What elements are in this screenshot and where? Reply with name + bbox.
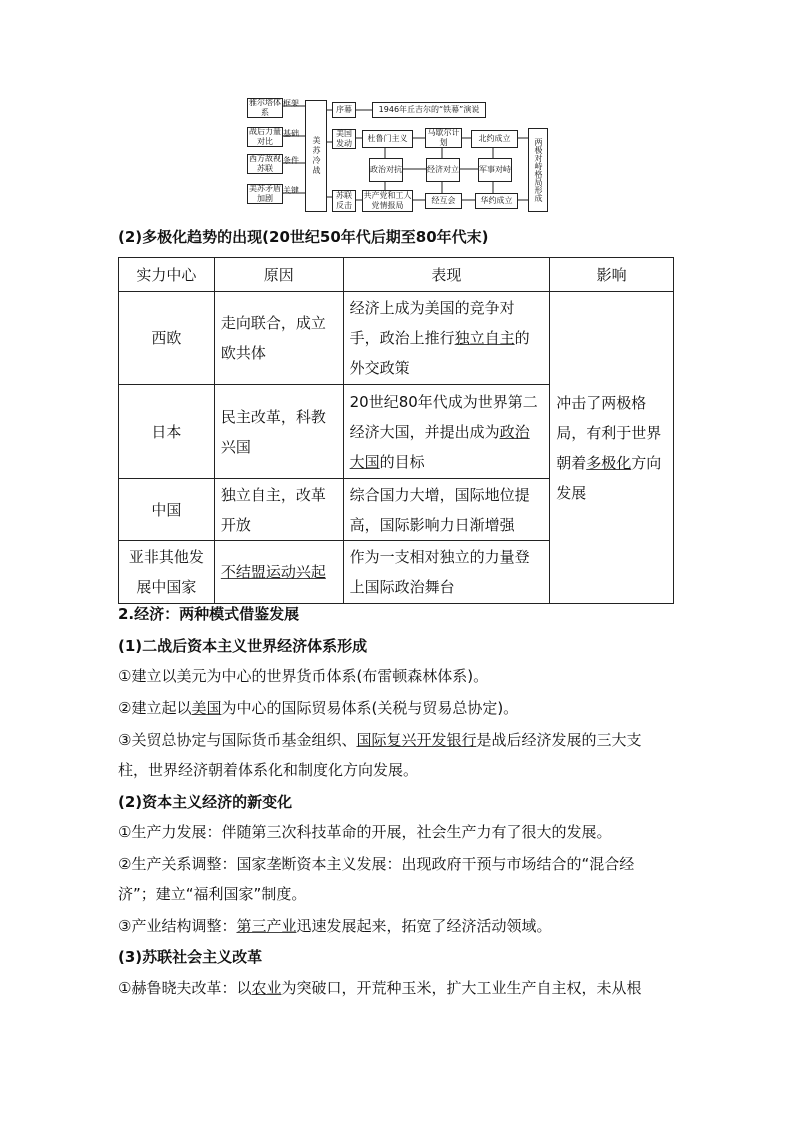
table-header: 表现 — [343, 258, 550, 292]
econ-sub1 — [118, 632, 367, 660]
perf-underline: 政治大国 — [349, 422, 530, 471]
table-cell-center: 中国 — [119, 479, 215, 541]
line-text: ②建立起以 — [118, 699, 192, 717]
political-box: 政治对抗 — [369, 158, 403, 182]
table-header: 影响 — [550, 258, 674, 292]
table-cell-influence — [550, 292, 674, 604]
left-box-1-text: 雅尔塔体系 — [249, 98, 281, 117]
line-text: ①赫鲁晓夫改革：以 — [118, 979, 252, 997]
left-label-4: 关键 — [283, 186, 299, 195]
econ-line-1: ①建立以美元为中心的世界货币体系(布雷顿森林体系)。 — [118, 667, 489, 685]
econ-title — [118, 600, 299, 628]
table-cell-center: 西欧 — [119, 292, 215, 385]
left-label-1: 框架 — [283, 99, 299, 108]
econ-line-3 — [118, 726, 641, 754]
marshall-box: 马歇尔计划 — [425, 128, 462, 148]
perf-text: 20世纪80年代成为世界第二经济大国，并提出成为 — [349, 392, 538, 441]
line-text: 是战后经济发展的三大支 — [476, 731, 642, 749]
cold-war-diagram — [0, 0, 794, 220]
left-box-1 — [247, 98, 283, 118]
line-text: 为中心的国际贸易体系(关税与贸易总协定)。 — [221, 699, 519, 717]
left-label-2: 基础 — [283, 129, 299, 138]
us-action-box: 美国发动 — [332, 129, 356, 149]
line-underline: 农业 — [251, 979, 282, 997]
truman-box: 杜鲁门主义 — [362, 130, 413, 148]
cominform-box: 共产党和工人党情报局 — [363, 191, 412, 210]
line-text: ③关贸总协定与国际货币基金组织、 — [118, 731, 357, 749]
prelude-box: 序幕 — [332, 102, 356, 118]
line-underline: 国际复兴开发银行 — [356, 731, 477, 749]
line-text: 迅速发展起来，拓宽了经济活动领域。 — [296, 917, 552, 935]
table-cell-performance — [343, 292, 550, 385]
left-box-2-text: 战后力量对比 — [249, 127, 281, 146]
line-text: ③产业结构调整： — [118, 917, 237, 935]
military-box: 军事对峙 — [478, 158, 512, 182]
soviet-box: 苏联反击 — [332, 190, 356, 212]
econ-sub2 — [118, 788, 292, 816]
nato-box: 北约成立 — [471, 130, 518, 148]
econ-sub3 — [118, 943, 262, 971]
line-text: 为突破口，开荒种玉米，扩大工业生产自主权，未从根 — [281, 979, 642, 997]
multipolar-table — [118, 257, 674, 604]
economic-box: 经济对立 — [426, 158, 460, 182]
econ-line-5b: 济”；建立“福利国家”制度。 — [118, 885, 307, 903]
econ-line-2 — [118, 694, 518, 722]
perf-underline: 独立自主 — [454, 329, 515, 347]
influence-text: 方向发展 — [556, 453, 662, 502]
econ-line-7 — [118, 974, 641, 1002]
table-row — [119, 292, 674, 385]
left-box-4 — [247, 184, 283, 204]
table-cell-reason: 独立自主，改革开放 — [214, 479, 343, 541]
left-box-4-text: 美苏矛盾加剧 — [249, 184, 281, 203]
left-box-2 — [247, 127, 283, 147]
table-cell-performance: 作为一支相对独立的力量登上国际政治舞台 — [343, 541, 550, 604]
table-cell-center: 日本 — [119, 385, 215, 479]
speech-box: 1946年丘吉尔的“铁幕”演说 — [372, 102, 486, 118]
perf-text: 的外交政策 — [349, 329, 530, 377]
left-box-3-text: 西方敌视苏联 — [249, 154, 281, 173]
perf-text: 的目标 — [379, 452, 425, 471]
section2-title — [118, 223, 488, 251]
econ-sub1-text: (1)二战后资本主义世界经济体系形成 — [118, 637, 368, 655]
table-header-row — [119, 258, 674, 292]
reason-underline: 不结盟运动兴起 — [220, 563, 326, 581]
table-cell-reason — [214, 541, 343, 604]
result-box: 两极对峙格局形成 — [528, 128, 548, 212]
influence-text: 冲击了两极格局，有利于世界朝着 — [556, 393, 662, 472]
econ-sub3-text: (3)苏联社会主义改革 — [118, 948, 263, 966]
left-label-3: 条件 — [283, 156, 299, 165]
table-cell-performance — [343, 385, 550, 479]
econ-line-4: ①生产力发展：伴随第三次科技革命的开展，社会生产力有了很大的发展。 — [118, 823, 612, 841]
econ-line-3b: 柱，世界经济朝着体系化和制度化方向发展。 — [118, 761, 419, 779]
line-underline: 第三产业 — [236, 917, 297, 935]
table-cell-reason: 民主改革，科教兴国 — [214, 385, 343, 479]
econ-line-5: ②生产关系调整：国家垄断资本主义发展：出现政府干预与市场结合的“混合经 — [118, 855, 635, 873]
section2-title-text: (2)多极化趋势的出现(20世纪50年代后期至80年代末) — [118, 228, 489, 246]
comecon-box: 经互会 — [425, 193, 462, 209]
econ-sub2-text: (2)资本主义经济的新变化 — [118, 793, 293, 811]
econ-title-text: 2.经济：两种模式借鉴发展 — [118, 605, 300, 623]
perf-text: 经济上成为美国的竞争对手，政治上推行 — [349, 299, 515, 347]
econ-line-6 — [118, 912, 551, 940]
left-box-3 — [247, 154, 283, 174]
table-cell-center: 亚非其他发展中国家 — [119, 541, 215, 604]
cold-war-center-box: 美苏冷战 — [305, 100, 327, 212]
table-header: 实力中心 — [119, 258, 215, 292]
warsaw-box: 华约成立 — [475, 193, 518, 209]
table-cell-performance: 综合国力大增，国际地位提高，国际影响力日渐增强 — [343, 479, 550, 541]
table-cell-reason: 走向联合，成立欧共体 — [214, 292, 343, 385]
table-header: 原因 — [214, 258, 343, 292]
influence-underline: 多极化 — [586, 453, 632, 472]
line-underline: 美国 — [191, 699, 222, 717]
